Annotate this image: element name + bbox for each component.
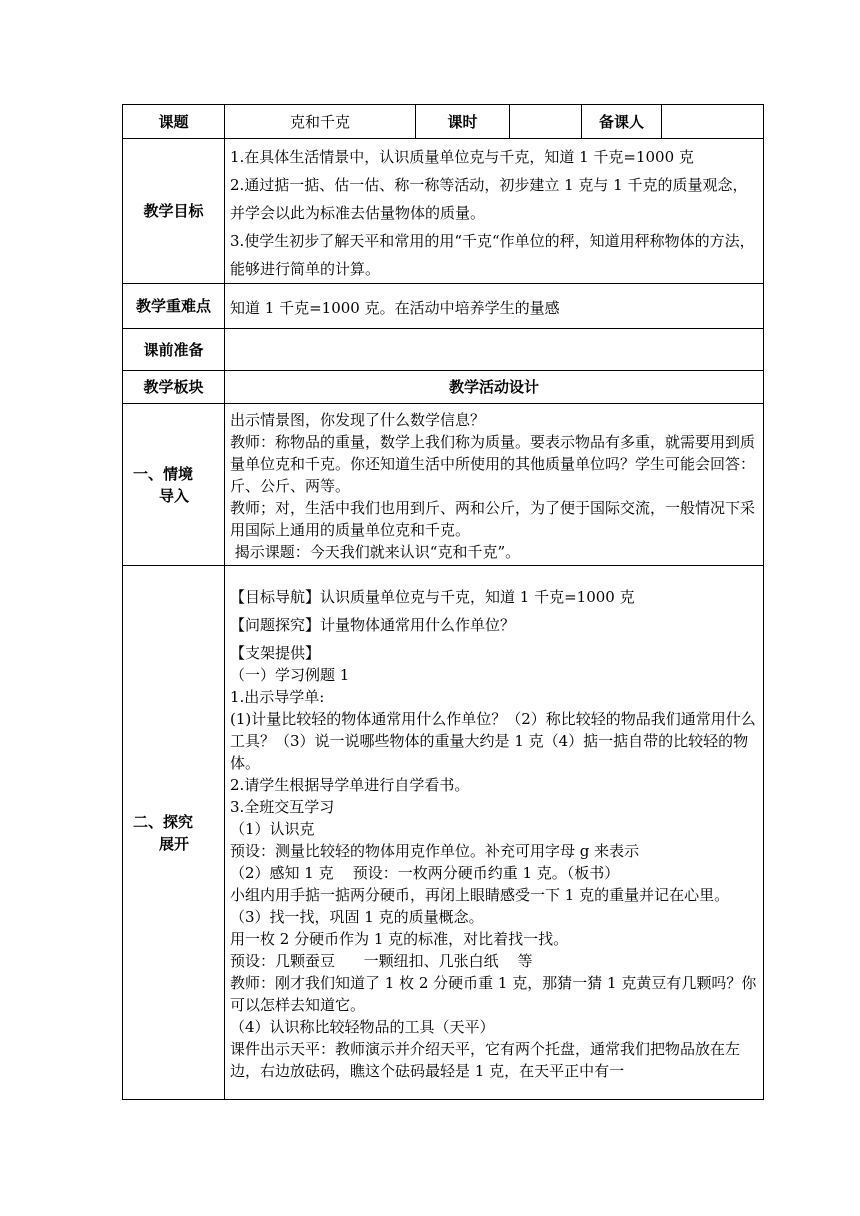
section1-paragraph: 出示情景图，你发现了什么数学信息？ <box>230 410 486 429</box>
objectives-label: 教学目标 <box>123 139 225 284</box>
section1-label <box>123 404 225 566</box>
section2-line: 小组内用手掂一掂两分硬币，再闭上眼睛感受一下 1 克的重量并记在心里。 <box>230 885 730 904</box>
preparation-row <box>123 329 764 371</box>
section2-line: 教师：刚才我们知道了 1 枚 2 分硬币重 1 克，那猜一猜 1 克黄豆有几颗吗？你可以怎样去知道它。 <box>230 973 757 1014</box>
section2-row <box>123 566 764 1100</box>
section2-line: （4）认识称比较轻物品的工具（天平） <box>230 1017 495 1036</box>
section-header-row <box>123 371 764 404</box>
objective-item: 1.在具体生活情景中，认识质量单位克与千克，知道 1 千克=1000 克 <box>230 147 694 166</box>
section-header-value: 教学活动设计 <box>225 371 764 404</box>
section2-line: 预设：测量比较轻的物体用克作单位。补充可用字母 g 来表示 <box>230 841 640 860</box>
preparer-label: 备课人 <box>582 105 662 139</box>
section2-line: （3）找一找，巩固 1 克的质量概念。 <box>230 907 484 926</box>
section1-label-line2: 导入 <box>159 486 190 505</box>
key-points-row <box>123 284 764 329</box>
topic-label: 课题 <box>123 105 225 139</box>
section1-paragraph: 揭示课题：今天我们就来认识“克和千克”。 <box>230 542 521 561</box>
preparer-value <box>662 105 764 139</box>
lesson-plan-table <box>122 104 764 1100</box>
header-row <box>123 105 764 139</box>
objectives-content <box>225 139 764 284</box>
section2-line: 课件出示天平：教师演示并介绍天平，它有两个托盘，通常我们把物品放在左边，右边放砝码，瞧这个砝码最轻是 1 克，在天平正中有一 <box>230 1039 741 1080</box>
section2-label <box>123 566 225 1100</box>
section-header-label: 教学板块 <box>123 371 225 404</box>
section2-line: （一）学习例题 1 <box>230 665 350 684</box>
preparation-text <box>225 329 764 371</box>
section2-line: 3.全班交互学习 <box>230 797 335 816</box>
section2-question: 【问题探究】计量物体通常用什么作单位？ <box>230 615 516 634</box>
section1-paragraph: 教师；对，生活中我们也用到斤、两和公斤，为了便于国际交流，一般情况下采用国际上通用的质量单位克和千克。 <box>230 498 756 539</box>
section2-label-line1: 二、探究 <box>133 812 194 831</box>
section2-line: （1）认识克 <box>230 819 315 838</box>
section1-row <box>123 404 764 566</box>
section2-line: 2.请学生根据导学单进行自学看书。 <box>230 775 470 794</box>
objective-item: 3.使学生初步了解天平和常用的用“千克“作单位的秤，知道用秤称物体的方法，能够进行简单的计算。 <box>230 231 755 278</box>
section2-line: （2）感知 1 克 预设：一枚两分硬币约重 1 克。（板书） <box>230 863 620 882</box>
section2-line: (1)计量比较轻的物体通常用什么作单位？（2）称比较轻的物品我们通常用什么工具？（3）说一说哪些物体的重量大约是 1 克（4）掂一掂自带的比较轻的物体。 <box>230 709 756 772</box>
key-points-label: 教学重难点 <box>123 284 225 329</box>
section1-label-line1: 一、情境 <box>133 464 194 483</box>
section1-content <box>225 404 764 566</box>
period-value <box>510 105 582 139</box>
period-label: 课时 <box>416 105 510 139</box>
section2-content <box>225 566 764 1100</box>
objective-item: 2.通过掂一掂、估一估、称一称等活动，初步建立 1 克与 1 千克的质量观念，并学会以此为标准去估量物体的质量。 <box>230 175 748 222</box>
topic-value: 克和千克 <box>225 105 416 139</box>
section2-line: 1.出示导学单: <box>230 687 325 706</box>
section1-paragraph: 教师：称物品的重量，数学上我们称为质量。要表示物品有多重，就需要用到质量单位克和千克。你还知道生活中所使用的其他质量单位吗？学生可能会回答：斤、公斤、两等。 <box>230 432 756 495</box>
objectives-row <box>123 139 764 284</box>
section2-line: 【支架提供】 <box>230 643 321 662</box>
key-points-text: 知道 1 千克=1000 克。在活动中培养学生的量感 <box>225 284 764 329</box>
section2-goal: 【目标导航】认识质量单位克与千克，知道 1 千克=1000 克 <box>230 587 635 606</box>
section2-line: 预设：几颗蚕豆 一颗纽扣、几张白纸 等 <box>230 951 533 970</box>
section2-line: 用一枚 2 分硬币作为 1 克的标准，对比着找一找。 <box>230 929 569 948</box>
section2-label-line2: 展开 <box>159 834 190 853</box>
preparation-label: 课前准备 <box>123 329 225 371</box>
